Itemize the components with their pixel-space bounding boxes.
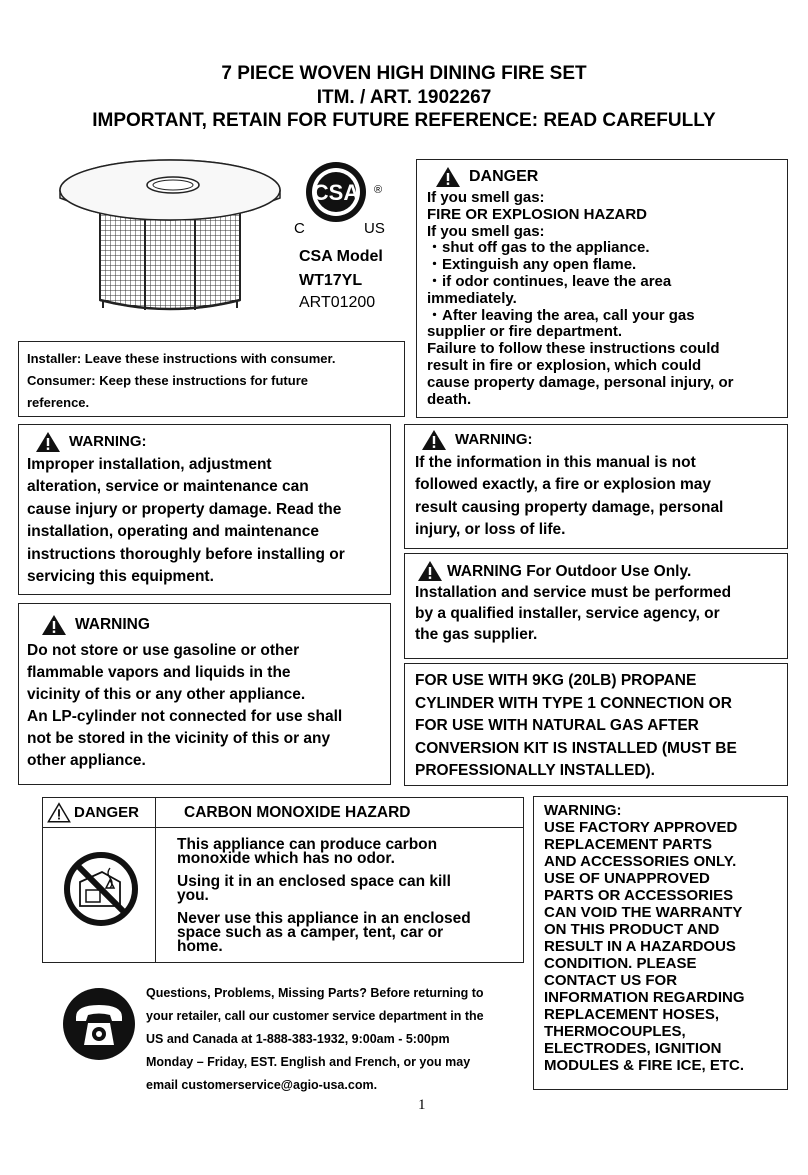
- warning-heading: WARNING For Outdoor Use Only.: [447, 562, 692, 580]
- danger-line: death.: [427, 390, 472, 408]
- installer-notice-box: [18, 341, 405, 417]
- danger-line: immediately.: [427, 289, 517, 307]
- csa-model-label: CSA Model: [299, 248, 383, 265]
- important-notice: IMPORTANT, RETAIN FOR FUTURE REFERENCE: READ CAREFULLY: [92, 110, 716, 131]
- fire-table-illustration: [55, 150, 285, 325]
- parts-warning-line: CONDITION. PLEASE: [544, 955, 697, 972]
- danger-line: ・Extinguish any open flame.: [427, 256, 637, 274]
- csa-c-label: C: [294, 220, 305, 237]
- danger-line: FIRE OR EXPLOSION HAZARD: [427, 205, 648, 223]
- contact-line: Monday – Friday, EST. English and French, or you may: [146, 1055, 471, 1069]
- parts-warning-line: REPLACEMENT PARTS: [544, 836, 713, 853]
- parts-warning-line: USE FACTORY APPROVED: [544, 819, 738, 836]
- danger-line: ・if odor continues, leave the area: [427, 272, 672, 290]
- parts-warning-line: PARTS OR ACCESSORIES: [544, 887, 734, 904]
- contact-line: email customerservice@agio-usa.com.: [146, 1078, 378, 1092]
- warning-line: instructions thoroughly before installing or: [27, 545, 345, 563]
- contact-line: Questions, Problems, Missing Parts? Before returning to: [146, 986, 484, 1000]
- parts-warning-line: ELECTRODES, IGNITION: [544, 1040, 722, 1057]
- co-title-cell: [156, 798, 523, 828]
- warning-line: other appliance.: [27, 752, 146, 769]
- warning-triangle-icon: [415, 560, 445, 582]
- co-paragraph-line: you.: [177, 887, 209, 904]
- danger-line: result in fire or explosion, which could: [427, 356, 702, 374]
- parts-warning-line: WARNING:: [544, 802, 622, 819]
- warning-manual-box: [404, 424, 788, 549]
- co-danger-cell: [43, 798, 156, 828]
- installer-line: Installer: Leave these instructions with consumer.: [27, 351, 336, 366]
- propane-line: FOR USE WITH 9KG (20LB) PROPANE: [415, 672, 697, 689]
- co-paragraph-line: home.: [177, 938, 223, 955]
- danger-line: ・After leaving the area, call your gas: [427, 306, 695, 324]
- document-title: 7 PIECE WOVEN HIGH DINING FIRE SET: [221, 63, 587, 84]
- co-paragraph-line: monoxide which has no odor.: [177, 850, 395, 867]
- parts-warning-line: CONTACT US FOR: [544, 972, 678, 989]
- installer-line: Consumer: Keep these instructions for future: [27, 373, 308, 388]
- co-title: CARBON MONOXIDE HAZARD: [184, 803, 411, 821]
- danger-line: supplier or fire department.: [427, 323, 623, 341]
- danger-line: If you smell gas:: [427, 189, 545, 206]
- art-number: ART01200: [299, 294, 376, 311]
- csa-certification-mark: [296, 160, 396, 238]
- warning-line: result causing property damage, personal: [415, 498, 724, 516]
- item-number: ITM. / ART. 1902267: [316, 87, 492, 108]
- warning-heading: WARNING:: [69, 433, 147, 450]
- warning-heading: WARNING:: [455, 431, 533, 448]
- parts-warning-line: ON THIS PRODUCT AND: [544, 921, 720, 938]
- warning-line: the gas supplier.: [415, 626, 538, 643]
- csa-us-label: US: [364, 220, 385, 237]
- warning-installation-box: [18, 424, 391, 595]
- warning-heading: WARNING: [75, 616, 150, 633]
- parts-warning-line: MODULES & FIRE ICE, ETC.: [544, 1057, 745, 1074]
- warning-outdoor-box: [404, 553, 788, 659]
- warning-gasoline-box: [18, 603, 391, 785]
- page-number: 1: [418, 1097, 426, 1113]
- telephone-icon: [62, 987, 136, 1061]
- warning-line: An LP-cylinder not connected for use shall: [27, 708, 343, 725]
- installer-line: reference.: [27, 395, 90, 410]
- warning-triangle-icon: [421, 429, 447, 451]
- warning-line: followed exactly, a fire or explosion may: [415, 476, 712, 493]
- co-paragraph-line: space such as a camper, tent, car or: [177, 924, 444, 941]
- warning-line: servicing this equipment.: [27, 568, 214, 585]
- warning-line: If the information in this manual is not: [415, 453, 696, 471]
- co-text-cell: [177, 838, 515, 954]
- registered-mark: ®: [374, 184, 383, 196]
- parts-warning-line: REPLACEMENT HOSES,: [544, 1006, 720, 1023]
- warning-triangle-outline-icon: [47, 802, 71, 823]
- warning-line: vicinity of this or any other appliance.: [27, 686, 306, 703]
- csa-model-code: WT17YL: [299, 272, 363, 289]
- co-icon-cell: [43, 828, 156, 962]
- csa-letters: CSA: [312, 180, 360, 205]
- warning-line: Installation and service must be performed: [415, 584, 732, 601]
- warning-line: alteration, service or maintenance can: [27, 478, 309, 495]
- parts-warning-line: INFORMATION REGARDING: [544, 989, 745, 1006]
- warning-line: installation, operating and maintenance: [27, 523, 319, 540]
- danger-heading: DANGER: [469, 167, 539, 185]
- contact-line: your retailer, call our customer service department in the: [146, 1009, 484, 1023]
- warning-line: injury, or loss of life.: [415, 521, 566, 538]
- danger-gas-box: [416, 159, 788, 418]
- warning-triangle-icon: [435, 166, 461, 188]
- warning-line: by a qualified installer, service agency, or: [415, 605, 720, 622]
- propane-line: CYLINDER WITH TYPE 1 CONNECTION OR: [415, 694, 732, 712]
- warning-triangle-icon: [41, 614, 67, 636]
- danger-line: ・shut off gas to the appliance.: [427, 239, 650, 257]
- co-paragraph-line: Never use this appliance in an enclosed: [177, 910, 471, 927]
- propane-notice-box: [404, 663, 788, 786]
- danger-line: If you smell gas:: [427, 222, 545, 240]
- no-enclosed-space-icon: [62, 850, 140, 928]
- parts-warning-line: CAN VOID THE WARRANTY: [544, 904, 743, 921]
- warning-line: cause injury or property damage. Read the: [27, 500, 342, 518]
- co-paragraph-line: This appliance can produce carbon: [177, 836, 438, 853]
- customer-service-contact: [146, 982, 526, 1097]
- parts-warning-line: THERMOCOUPLES,: [544, 1023, 686, 1040]
- co-danger-label: DANGER: [74, 804, 140, 821]
- warning-line: flammable vapors and liquids in the: [27, 664, 291, 681]
- co-paragraph-line: Using it in an enclosed space can kill: [177, 873, 451, 890]
- propane-line: CONVERSION KIT IS INSTALLED (MUST BE: [415, 739, 737, 757]
- contact-line: US and Canada at 1-888-383-1932, 9:00am - 5:00pm: [146, 1032, 450, 1046]
- propane-line: PROFESSIONALLY INSTALLED).: [415, 762, 655, 779]
- danger-line: Failure to follow these instructions could: [427, 340, 720, 358]
- warning-line: Do not store or use gasoline or other: [27, 642, 300, 659]
- danger-line: cause property damage, personal injury, or: [427, 373, 734, 391]
- carbon-monoxide-box: [42, 797, 524, 963]
- warning-line: not be stored in the vicinity of this or any: [27, 730, 331, 747]
- parts-warning-line: AND ACCESSORIES ONLY.: [544, 853, 737, 870]
- warning-triangle-icon: [35, 431, 61, 453]
- parts-warning-box: [533, 796, 788, 1090]
- warning-line: Improper installation, adjustment: [27, 455, 272, 473]
- parts-warning-line: RESULT IN A HAZARDOUS: [544, 938, 736, 955]
- propane-line: FOR USE WITH NATURAL GAS AFTER: [415, 717, 699, 734]
- parts-warning-line: USE OF UNAPPROVED: [544, 870, 710, 887]
